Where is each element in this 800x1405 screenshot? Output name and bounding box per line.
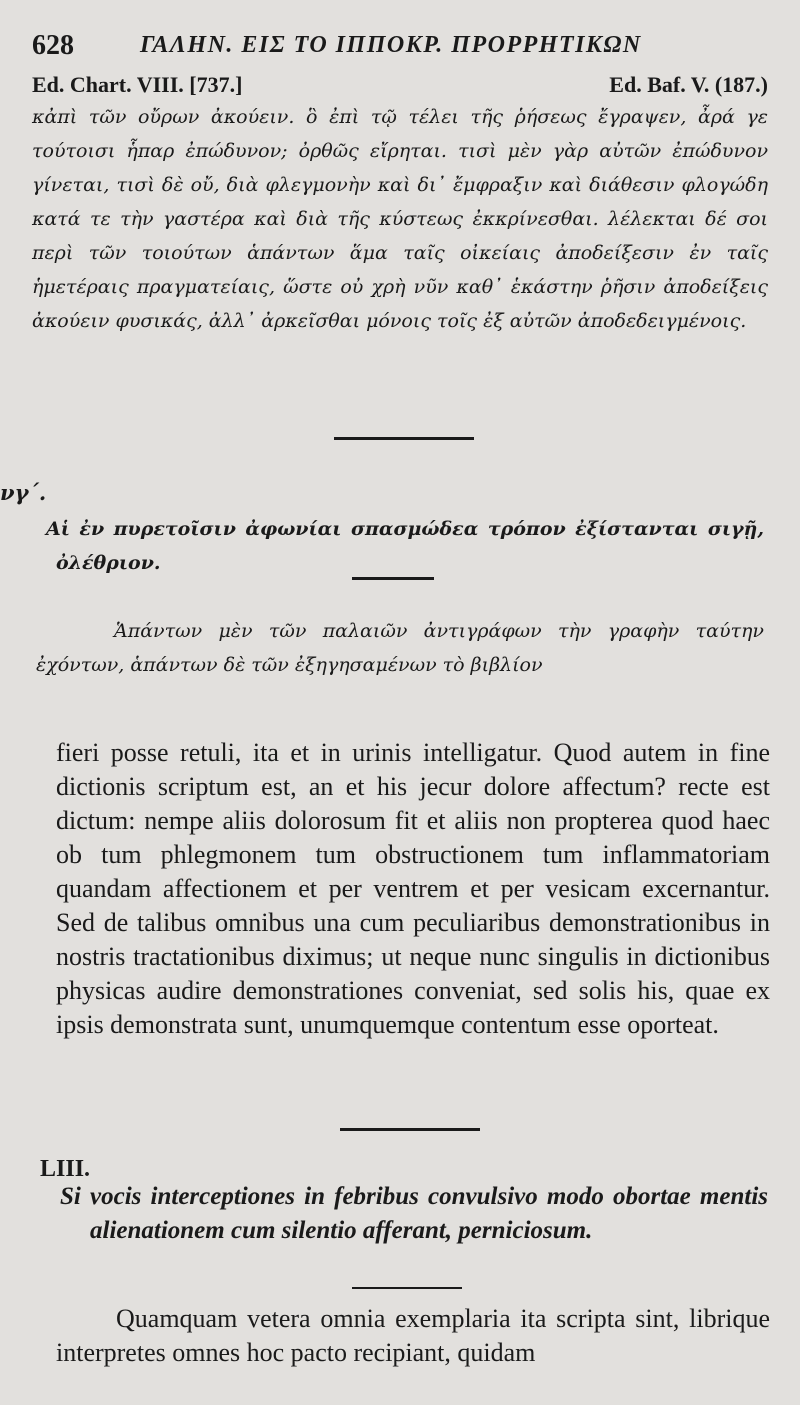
running-title: ΓΑΛΗΝ. ΕΙΣ ΤΟ ΙΠΠΟΚΡ. ΠΡΟΡΡΗΤΙΚΩΝ	[140, 32, 642, 58]
latin-commentary-53: Quamquam vetera omnia exemplaria ita scripta sint, librique interpretes omnes hoc pacto recipiant, quidam	[56, 1304, 770, 1367]
greek-commentary-53: Ἁπάντων μὲν τῶν παλαιῶν ἀντιγράφων τὴν γραφὴν ταύτην ἐχόντων, ἁπάντων δὲ τῶν ἐξηγησαμένων τὸ βιβλίον	[36, 620, 764, 676]
aphorism-rule	[352, 1287, 462, 1289]
latin-aphorism-53: Si vocis interceptiones in febribus convulsivo modo obortae mentis alienationem cum silentio afferant, perniciosum.	[60, 1183, 768, 1244]
edition-basel: Ed. Baf. V. (187.)	[609, 72, 768, 97]
section-rule	[340, 1128, 480, 1131]
greek-section-number: νγ΄.	[0, 480, 47, 505]
latin-commentary-52: fieri posse retuli, ita et in urinis intelligatur. Quod autem in fine dictionis scriptum est, an et his jecur dolore affectum? recte est dictum: nempe aliis dolorosum fit et aliis non propterea quod haec ob tum phlegmonem tum obstructionem tum inflammatoriam quandam affectionem et per ventrem et per vesicam excernantur. Sed de talibus omnibus una cum peculiaribus demonstrationibus in nostris tractationibus diximus; ut neque nunc singulis in dictionibus physicas audire demonstrationes conveniat, sed solis his, quae ex ipsis demonstrata sunt, unumquemque contentum esse oporteat.	[56, 738, 770, 1039]
greek-aphorism-53: Αἱ ἐν πυρετοῖσιν ἀφωνίαι σπασμώδεα τρόπον ἐξίστανται σιγῇ, ὀλέθριον.	[46, 518, 764, 574]
edition-chartier: Ed. Chart. VIII. [737.]	[32, 72, 243, 97]
running-head	[32, 30, 760, 66]
latin-section-number: LIII.	[40, 1156, 91, 1182]
page-number: 628	[32, 30, 74, 61]
greek-commentary-52: κἀπὶ τῶν οὔρων ἀκούειν. ὃ ἐπὶ τῷ τέλει τῆς ῥήσεως ἔγραψεν, ἆρά γε τούτοισι ἧπαρ ἐπώδυνον; ὀρθῶς εἴρηται. τισὶ μὲν γὰρ αὐτῶν ἐπώδυνον γίνεται, τισὶ δὲ οὔ, διὰ φλεγμονὴν καὶ δι᾽ ἔμφραξιν καὶ διάθεσιν φλογώδη κατά τε τὴν γαστέρα καὶ διὰ τῆς κύστεως ἐκκρίνεσθαι. λέλεκται δέ σοι περὶ τῶν τοιούτων ἁπάντων ἅμα ταῖς οἰκείαις ἀποδείξεσιν ἐν ταῖς ἡμετέραις πραγματείαις, ὥστε οὐ χρὴ νῦν καθ᾽ ἑκάστην ῥῆσιν ἀποδείξεις ἀκούειν φυσικάς, ἀλλ᾽ ἀρκεῖσθαι μόνοις τοῖς ἐξ αὐτῶν ἀποδεδειγμένοις.	[32, 106, 768, 332]
aphorism-rule	[352, 577, 434, 580]
bleed-through-text	[0, 390, 800, 424]
edition-line	[32, 72, 768, 102]
section-rule	[334, 437, 474, 440]
